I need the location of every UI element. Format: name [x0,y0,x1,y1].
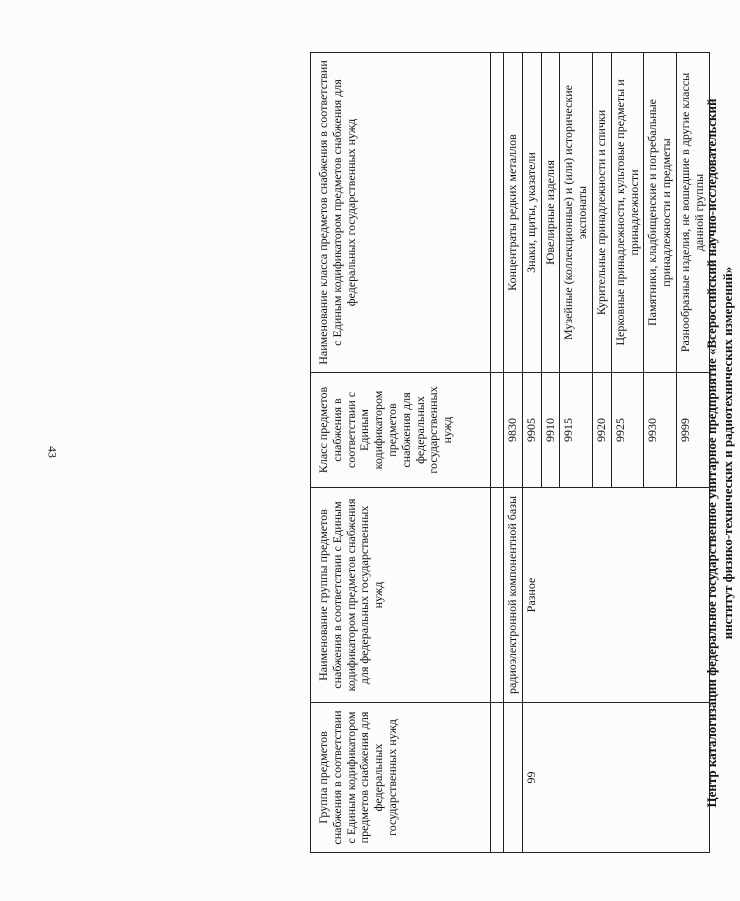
table-spacer-row [491,53,504,853]
class-name-cell: Ювелирные изделия [541,53,560,373]
table-header-row [311,53,491,853]
header-class-name: Наименование класса предметов снабжения в соответствии с Единым кодификатором предметов снабжения для федеральных государственных нужд [311,53,491,373]
class-code-cell: 9905 [522,373,541,488]
header-group-code: Группа предметов снабжения в соответствии с Единым кодификатором предметов снабжения для федеральных государственных нужд [311,703,491,853]
group-code-cell [504,703,523,853]
class-code-cell: 9915 [560,373,593,488]
class-name-cell: Разнообразные изделия, не вошедшие в другие классы данной группы [676,53,709,373]
class-code-cell: 9930 [644,373,677,488]
class-name-cell: Музейные (коллекционные) и (или) исторические экспонаты [560,53,593,373]
header-group-name: Наименование группы предметов снабжения в соответствии с Единым кодификатором предметов снабжения для федеральных государственных нужд [311,488,491,703]
class-code-cell: 9925 [611,373,644,488]
group-code-cell: 99 [522,703,709,853]
classification-table [310,52,710,853]
class-name-cell: Концентраты редких металлов [504,53,523,373]
table-row [522,53,541,853]
class-name-cell: Церковные принадлежности, культовые предметы и принадлежности [611,53,644,373]
footer-line-2: институт физико-технических и радиотехнических измерений» [720,266,736,640]
class-name-cell: Курительные принадлежности и спички [592,53,611,373]
class-code-cell: 9910 [541,373,560,488]
class-code-cell: 9830 [504,373,523,488]
rotated-page [310,53,740,853]
table-row [504,53,523,853]
group-name-cell: радиоэлектронной компонентной базы [504,488,523,703]
group-name-cell: Разное [522,488,709,703]
class-name-cell: Памятники, кладбищенские и погребальные принадлежности и предметы [644,53,677,373]
header-class-code: Класс предметов снабжения в соответствии с Единым кодификатором предметов снабжения для федеральных государственных нужд [311,373,491,488]
class-code-cell: 9999 [676,373,709,488]
page-number: 43 [45,446,60,458]
class-code-cell: 9920 [592,373,611,488]
class-name-cell: Знаки, щиты, указатели [522,53,541,373]
organization-footer [704,53,737,853]
footer-line-1: Центр каталогизации федеральное государственное унитарное предприятие «Всероссийский научно-исследовательский [704,98,719,808]
